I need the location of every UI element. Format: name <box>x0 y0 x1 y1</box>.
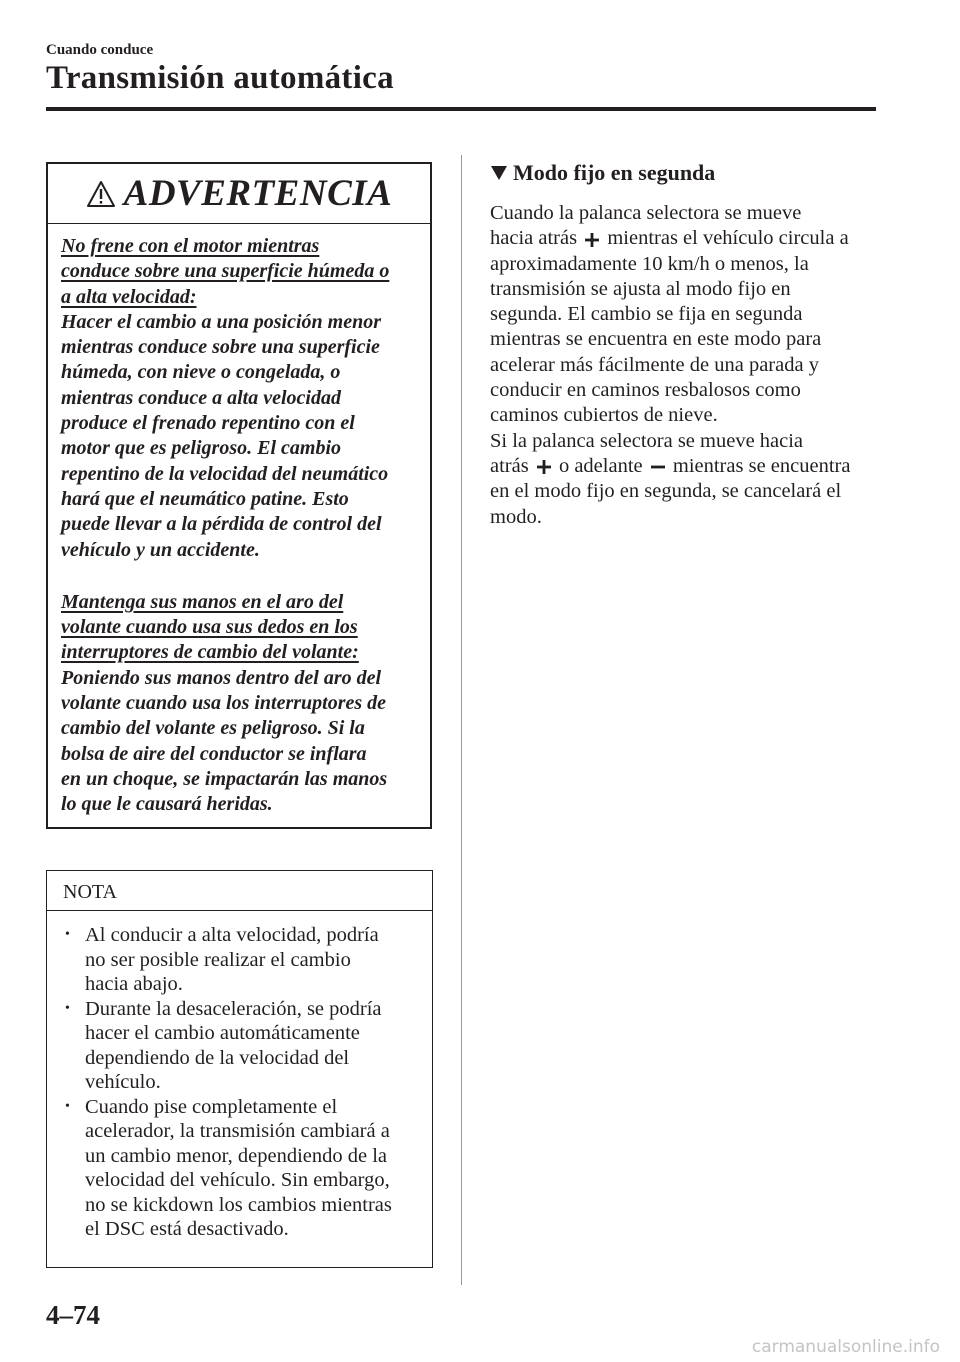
column-divider <box>461 155 462 1285</box>
text-line: en un choque, se impactarán las manos <box>61 767 388 790</box>
text-line: mientras conduce a alta velocidad <box>61 386 341 409</box>
text-line: produce el frenado repentino con el <box>61 412 355 435</box>
text-line: mientras el vehículo circula a <box>607 227 849 250</box>
text-line: dependiendo de la velocidad del <box>85 1046 350 1069</box>
text-line: conducir en caminos resbalosos como <box>490 379 801 402</box>
text-line: húmeda, con nieve o congelada, o <box>61 361 341 384</box>
text-line: o adelante <box>558 454 643 477</box>
text-line: en el modo fijo en segunda, se cancelará el <box>490 480 842 503</box>
text-line: cambio del volante es peligroso. Si la <box>61 717 365 740</box>
note-item <box>85 923 424 997</box>
warning-box <box>46 162 432 829</box>
text-line: Mantenga sus manos en el aro del <box>61 590 344 613</box>
text-line: el DSC está desactivado. <box>85 1218 289 1240</box>
text-line: Hacer el cambio a una posición menor <box>61 310 381 333</box>
note-item <box>85 997 424 1095</box>
text-line: hacer el cambio automáticamente <box>85 1022 360 1044</box>
warning-text <box>61 310 420 563</box>
text-line: segunda. El cambio se fija en segunda <box>490 303 803 326</box>
text-line: modo. <box>490 505 542 528</box>
warning-text <box>61 666 420 818</box>
text-line: transmisión se ajusta al modo fijo en <box>490 277 791 300</box>
text-line: Poniendo sus manos dentro del aro del <box>61 666 382 689</box>
warning-header <box>48 164 430 224</box>
warning-heading <box>61 590 420 666</box>
text-line: Si la palanca selectora se mueve hacia <box>490 429 804 452</box>
text-line: volante cuando usa sus dedos en los <box>61 616 358 639</box>
text-line: mientras se encuentra en este modo para <box>490 328 822 351</box>
text-line: vehículo. <box>85 1071 161 1093</box>
text-line: No frene con el motor mientras <box>61 235 320 257</box>
section-heading-text: Modo fijo en segunda <box>513 160 716 185</box>
warning-title: ADVERTENCIA <box>123 173 393 214</box>
text-line: interruptores de cambio del volante: <box>61 641 359 664</box>
text-line: mientras se encuentra <box>672 454 851 477</box>
text-line: un cambio menor, dependiendo de la <box>85 1144 388 1167</box>
section-label: Cuando conduce <box>46 42 154 58</box>
text-line: acelerador, la transmisión cambiará a <box>85 1120 390 1142</box>
text-line: Cuando pise completamente el <box>85 1095 338 1118</box>
text-line: no ser posible realizar el cambio <box>85 948 351 971</box>
text-line: atrás <box>490 454 529 477</box>
text-line: volante cuando usa los interruptores de <box>61 692 387 715</box>
text-line: mientras conduce sobre una superficie <box>61 336 380 359</box>
note-box <box>46 870 433 1268</box>
text-line: hacia abajo. <box>85 973 183 995</box>
text-line: conduce sobre una superficie húmeda o <box>61 260 390 283</box>
warning-triangle-icon <box>86 180 116 208</box>
text-line: Durante la desaceleración, se podría <box>85 997 382 1020</box>
text-line: Al conducir a alta velocidad, podría <box>85 924 379 946</box>
note-title: NOTA <box>47 871 432 911</box>
text-line: lo que le causará heridas. <box>61 793 273 816</box>
watermark: carmanualsonline.info <box>751 1337 940 1357</box>
page-title: Transmisión automática <box>46 60 394 96</box>
header-rule <box>46 107 876 111</box>
note-item <box>85 1095 424 1242</box>
note-list <box>47 911 432 1242</box>
section-body <box>490 201 885 530</box>
text-line: a alta velocidad: <box>61 285 197 308</box>
minus-icon <box>651 460 665 474</box>
warning-heading <box>61 234 420 310</box>
text-line: hará que el neumático patine. Esto <box>61 487 349 510</box>
text-line: vehículo y un accidente. <box>61 538 260 561</box>
text-line: puede llevar a la pérdida de control del <box>61 513 382 536</box>
page-number: 4–74 <box>46 1300 100 1330</box>
text-line: caminos cubiertos de nieve. <box>490 404 718 427</box>
plus-icon <box>585 233 599 247</box>
down-triangle-icon <box>490 165 508 181</box>
text-line: velocidad del vehículo. Sin embargo, <box>85 1169 390 1191</box>
text-line: no se kickdown los cambios mientras <box>85 1193 392 1216</box>
plus-icon <box>537 460 551 474</box>
warning-body <box>48 224 430 818</box>
paragraph <box>490 429 885 530</box>
text-line: Cuando la palanca selectora se mueve <box>490 202 802 224</box>
text-line: repentino de la velocidad del neumático <box>61 462 389 485</box>
text-line: bolsa de aire del conductor se inflara <box>61 742 367 765</box>
text-line: motor que es peligroso. El cambio <box>61 437 341 460</box>
text-line: aproximadamente 10 km/h o menos, la <box>490 252 809 275</box>
paragraph <box>490 201 885 429</box>
text-line: hacia atrás <box>490 227 578 250</box>
text-line: acelerar más fácilmente de una parada y <box>490 353 819 376</box>
section-heading <box>490 160 715 186</box>
